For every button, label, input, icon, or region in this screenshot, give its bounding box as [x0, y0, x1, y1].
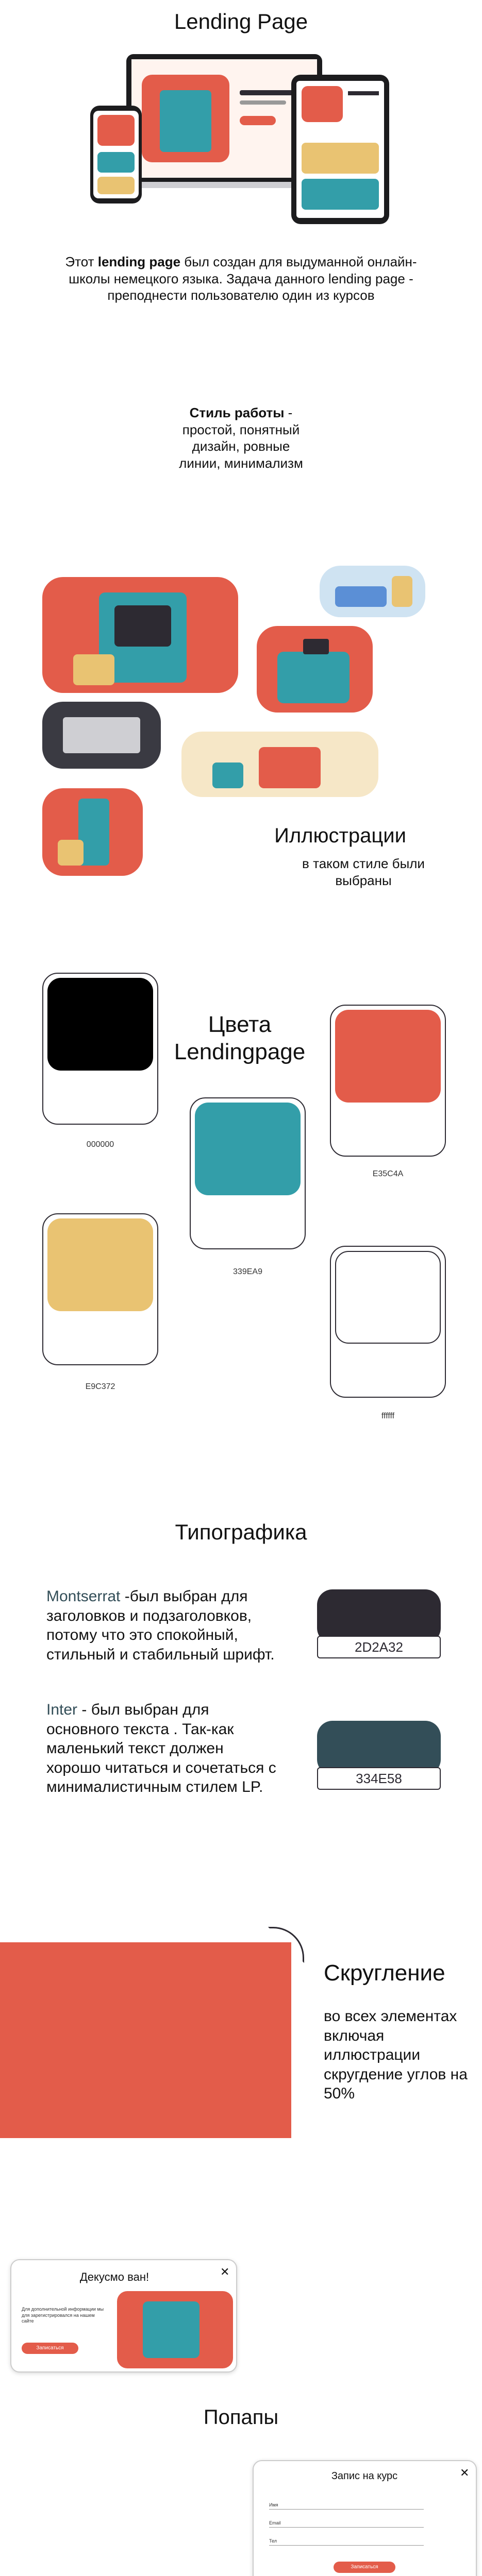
- illustration-books: [42, 577, 238, 693]
- rounding-text: во всех элементах включая иллюстрации скругдение углов на 50%: [324, 2008, 468, 2102]
- signup-phone-field[interactable]: Тел: [269, 2538, 424, 2546]
- popup-signup: [253, 2460, 477, 2576]
- color-swatch-white: [335, 1251, 441, 1344]
- popups-title: Попапы: [203, 2406, 279, 2429]
- popup-welcome-text: Для дополнительной информации мы для зарегистрировался на нашем сайте: [22, 2307, 104, 2324]
- signup-name-field[interactable]: Имя: [269, 2502, 424, 2510]
- color-swatch-yellow: [47, 1218, 153, 1311]
- illustrations-title: Иллюстрации: [274, 824, 406, 847]
- illustration-building: [42, 702, 161, 769]
- color-chip-label-334e58: 334E58: [317, 1767, 441, 1790]
- popup-welcome-illustration: [117, 2291, 233, 2368]
- font-name-montserrat: Montserrat: [46, 1588, 121, 1605]
- rounding-block: [0, 1942, 291, 2138]
- rounding-arc-icon: [268, 1927, 304, 1963]
- close-icon[interactable]: ✕: [460, 2466, 470, 2479]
- rounding-title: Скругление: [324, 1960, 445, 1986]
- illustrations-subtitle: в таком стиле были выбраны: [302, 856, 425, 888]
- colors-title-line2: Lendingpage: [174, 1039, 306, 1064]
- typography-montserrat-desc: Montserrat -был выбран для заголовков и подзаголовков, потому что это спокойный, стильный и стабильный шрифт.: [46, 1588, 275, 1663]
- intro-description: Этот lending page был создан для выдуманной онлайн-школы немецкого языка. Задача данного lending page - преподнести пользователю один из курсов: [65, 254, 417, 303]
- illustration-graduate: [257, 626, 373, 713]
- hero-devices-mockup: [90, 49, 394, 234]
- font-name-inter: Inter: [46, 1701, 78, 1718]
- close-icon[interactable]: ✕: [220, 2265, 230, 2278]
- color-swatch-red: [335, 1010, 441, 1103]
- color-label-teal: 339EA9: [233, 1267, 262, 1276]
- colors-title: [165, 1011, 314, 1066]
- illustration-school: [181, 732, 378, 797]
- colors-title-line1: Цвета: [208, 1012, 272, 1037]
- signup-email-field[interactable]: Email: [269, 2520, 424, 2528]
- color-label-yellow: E9C372: [85, 1382, 115, 1391]
- popup-welcome: [10, 2259, 237, 2372]
- illustration-tower: [42, 788, 143, 876]
- popup-signup-button[interactable]: Записаться: [334, 2562, 395, 2573]
- popup-signup-title: Запис на курс: [331, 2470, 398, 2482]
- color-chip-label-2d2a32: 2D2A32: [317, 1636, 441, 1658]
- color-label-black: 000000: [86, 1140, 114, 1149]
- typography-inter-desc: Inter - был выбран для основного текста . Так-как маленький текст должен хорошо читаться и сочетаться с минималистичным стилем LP.: [46, 1701, 276, 1795]
- popup-welcome-title: Декусмо ван!: [79, 2270, 149, 2283]
- phone-device: [90, 106, 142, 204]
- color-swatch-teal: [195, 1103, 301, 1195]
- typography-title: Типографика: [175, 1520, 307, 1544]
- color-swatch-black: [47, 978, 153, 1071]
- tablet-device: [291, 75, 389, 224]
- color-label-white: ffffff: [381, 1412, 395, 1420]
- page-title: Lending Page: [174, 9, 308, 33]
- color-label-red: E35C4A: [372, 1170, 404, 1178]
- popup-welcome-button[interactable]: Записаться: [22, 2343, 78, 2354]
- illustration-desk: [320, 566, 425, 617]
- style-description: Стиль работы - простой, понятный дизайн, ровные линии, минимализм: [179, 405, 303, 471]
